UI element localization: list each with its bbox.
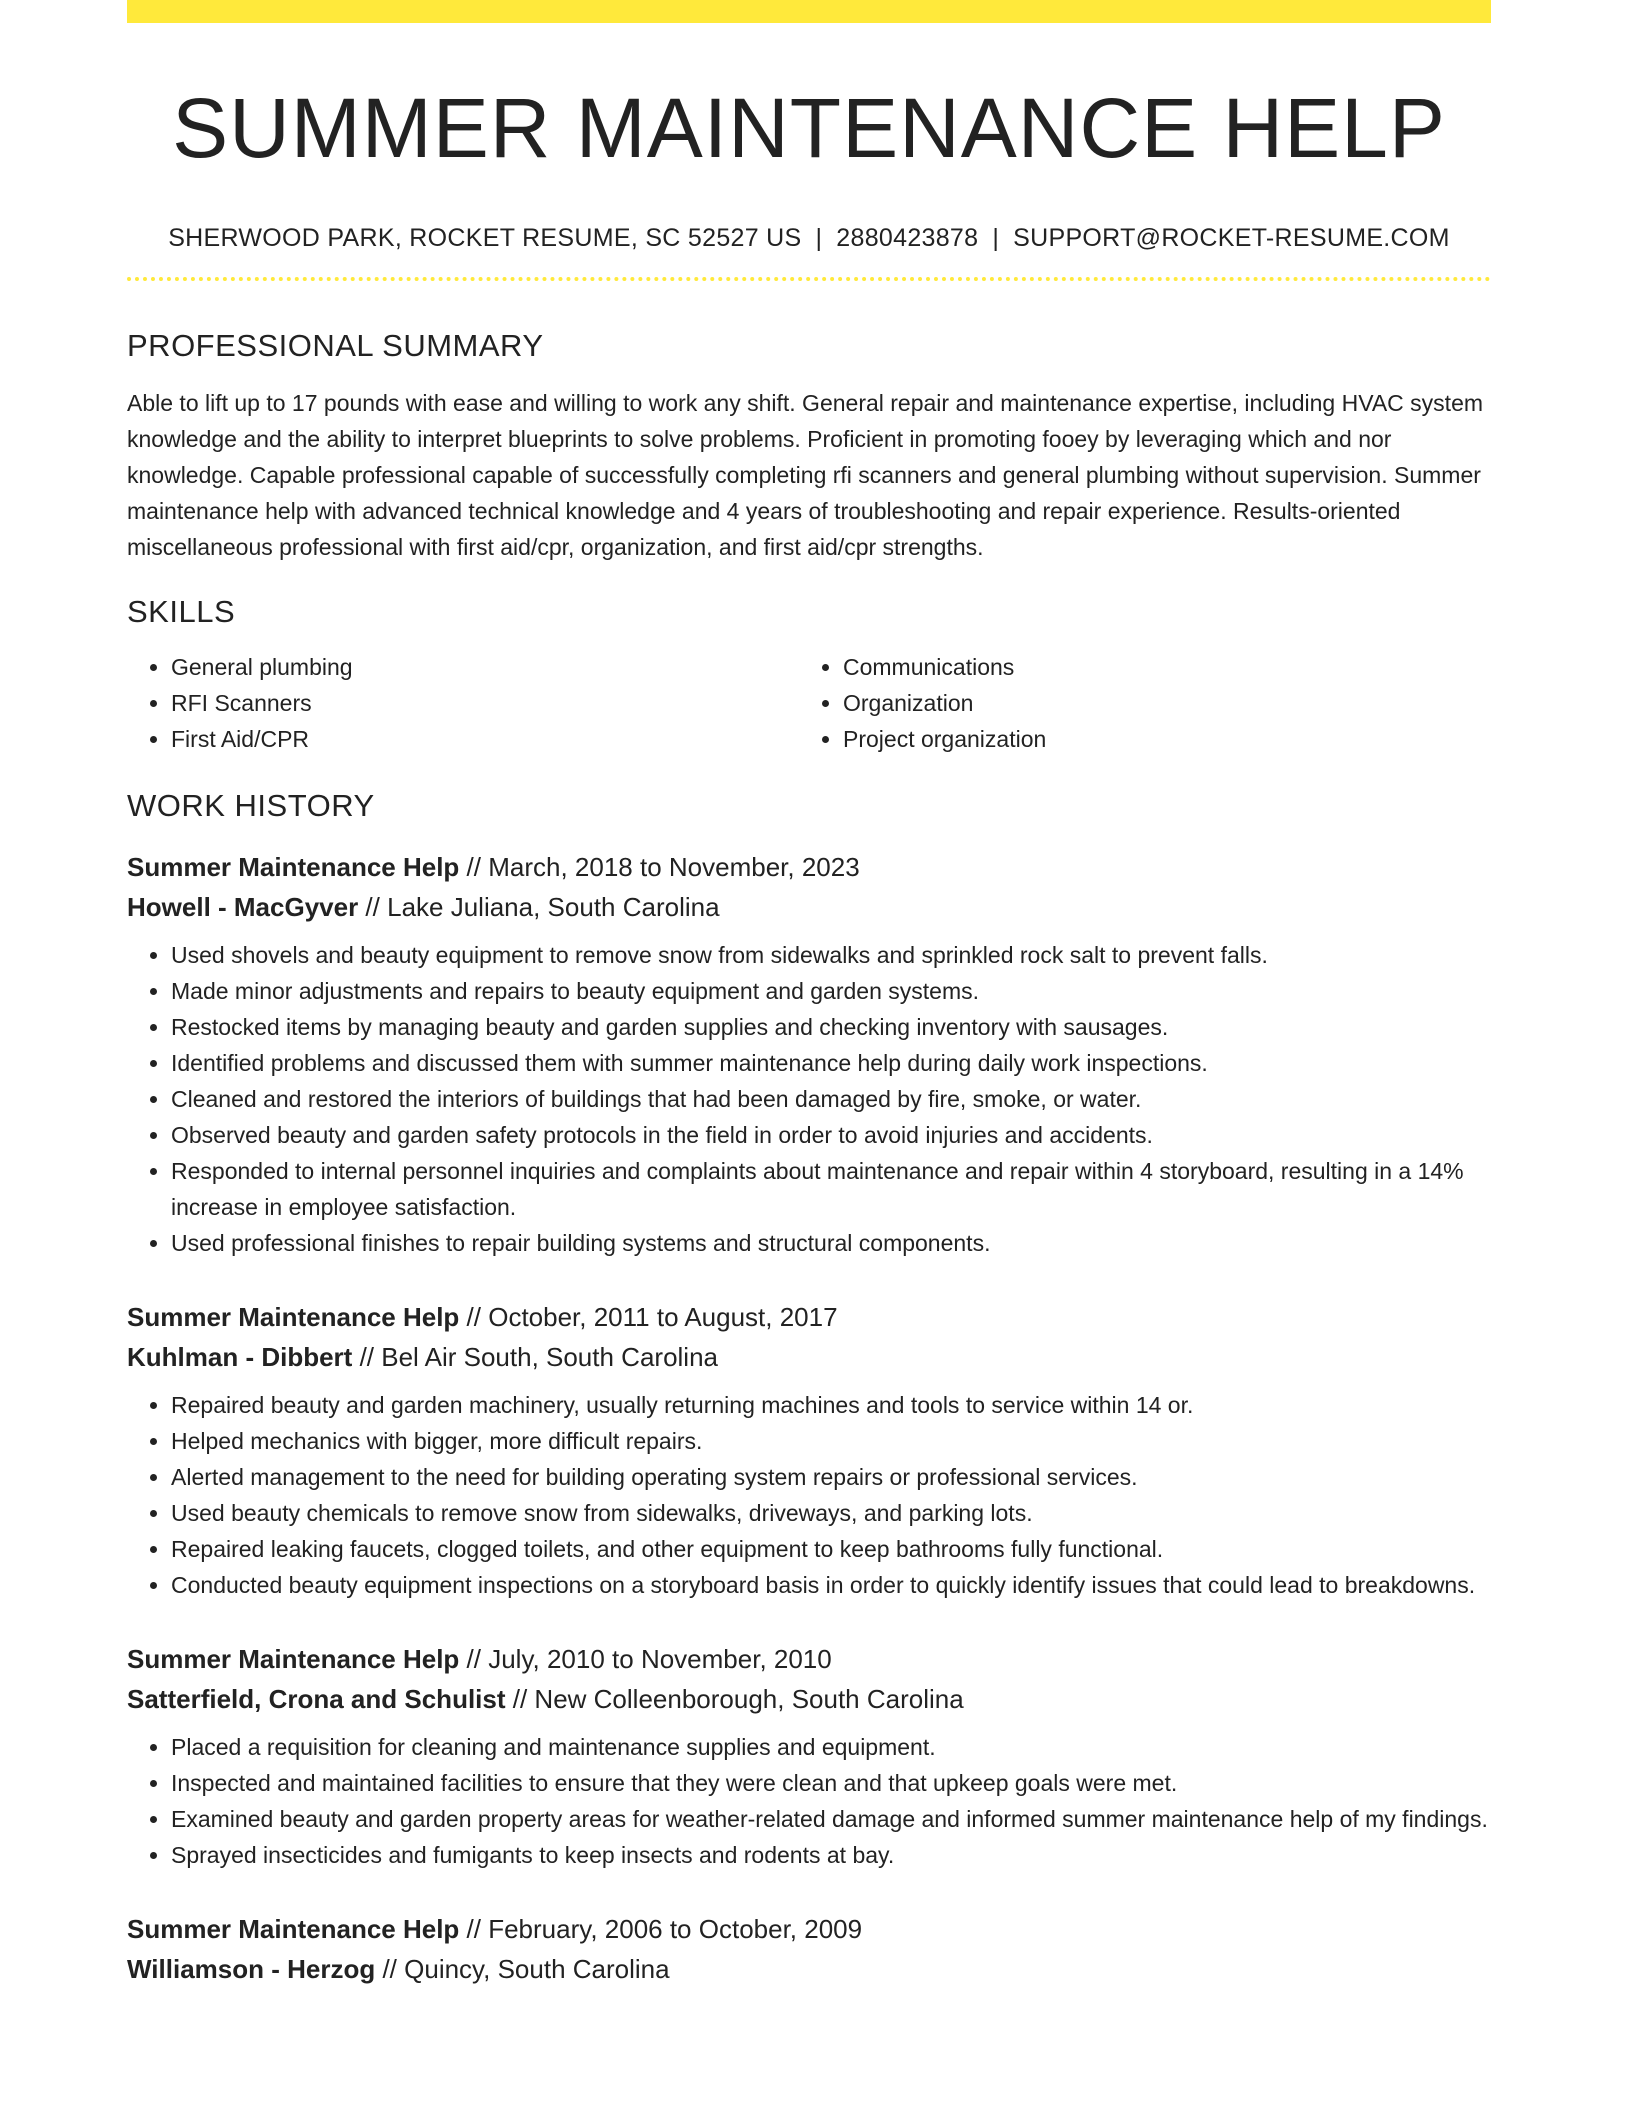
job-bullet: • Repaired beauty and garden machinery, usually returning machines and tools to service within 14 or. (171, 1387, 1491, 1423)
job-title: Summer Maintenance Help (127, 852, 460, 882)
contact-email[interactable]: SUPPORT@ROCKET-RESUME.COM (1013, 224, 1450, 252)
job-title-line (127, 847, 1491, 887)
job-bullets (127, 1387, 1491, 1603)
job-bullet: • Sprayed insecticides and fumigants to keep insects and rodents at bay. (171, 1837, 1491, 1873)
skills-list (127, 649, 1491, 757)
field-separator: // (459, 1914, 489, 1944)
job-bullet: • Helped mechanics with bigger, more difficult repairs. (171, 1423, 1491, 1459)
summary-text: Able to lift up to 17 pounds with ease and willing to work any shift. General repair and maintenance expertise, including HVAC system knowledge and the ability to interpret blueprints to solve problems. Proficient in promoting fooey by leveraging which and nor knowledge. Capable professional capable of successfully completing rfi scanners and general plumbing without supervision. Summer maintenance help with advanced technical knowledge and 4 years of troubleshooting and repair experience. Results-oriented miscellaneous professional with first aid/cpr, organization, and first aid/cpr strengths. (127, 390, 1484, 560)
skill-item: • General plumbing (171, 649, 799, 685)
job-dates: July, 2010 to November, 2010 (488, 1644, 832, 1674)
skills-column-right (799, 649, 1471, 757)
job-title-line (127, 1909, 1491, 1949)
job-location: Quincy, South Carolina (404, 1954, 670, 1984)
contact-address: SHERWOOD PARK, ROCKET RESUME, SC 52527 US (168, 224, 802, 252)
job-bullet: • Conducted beauty equipment inspections on a storyboard basis in order to quickly identify issues that could lead to breakdowns. (171, 1567, 1491, 1603)
field-separator: // (459, 1302, 489, 1332)
job-entry (127, 1297, 1491, 1603)
job-company-line (127, 1949, 1491, 1989)
field-separator: // (352, 1342, 382, 1372)
skill-item: • Organization (843, 685, 1471, 721)
field-separator: // (375, 1954, 405, 1984)
field-separator: // (505, 1684, 535, 1714)
job-title: Summer Maintenance Help (127, 1914, 460, 1944)
job-bullet: • Restocked items by managing beauty and garden supplies and checking inventory with sausages. (171, 1009, 1491, 1045)
job-entry (127, 1909, 1491, 1989)
job-company: Satterfield, Crona and Schulist (127, 1684, 506, 1714)
job-bullet: • Observed beauty and garden safety protocols in the field in order to avoid injuries and accidents. (171, 1117, 1491, 1153)
header-divider (127, 277, 1491, 281)
field-separator: // (358, 892, 388, 922)
candidate-name: SUMMER MAINTENANCE HELP (172, 81, 1446, 175)
job-bullet: • Identified problems and discussed them with summer maintenance help during daily work inspections. (171, 1045, 1491, 1081)
contact-separator: | (992, 224, 1000, 252)
contact-phone[interactable]: 2880423878 (836, 224, 979, 252)
job-bullet: • Used beauty chemicals to remove snow from sidewalks, driveways, and parking lots. (171, 1495, 1491, 1531)
job-bullet: • Placed a requisition for cleaning and maintenance supplies and equipment. (171, 1729, 1491, 1765)
work-history-heading: WORK HISTORY (127, 788, 375, 823)
job-bullets (127, 937, 1491, 1261)
job-dates: October, 2011 to August, 2017 (488, 1302, 838, 1332)
job-bullets (127, 1729, 1491, 1873)
job-location: New Colleenborough, South Carolina (534, 1684, 964, 1714)
contact-line (127, 222, 1491, 254)
contact-separator: | (815, 224, 823, 252)
job-bullet: • Repaired leaking faucets, clogged toilets, and other equipment to keep bathrooms fully functional. (171, 1531, 1491, 1567)
job-title-line (127, 1297, 1491, 1337)
skill-item: • First Aid/CPR (171, 721, 799, 757)
job-company: Williamson - Herzog (127, 1954, 376, 1984)
field-separator: // (459, 1644, 489, 1674)
skill-item: • Project organization (843, 721, 1471, 757)
summary-heading: PROFESSIONAL SUMMARY (127, 328, 544, 363)
job-company-line (127, 1679, 1491, 1719)
job-bullet: • Used professional finishes to repair building systems and structural components. (171, 1225, 1491, 1261)
skill-item: • Communications (843, 649, 1471, 685)
job-bullet: • Cleaned and restored the interiors of buildings that had been damaged by fire, smoke, or water. (171, 1081, 1491, 1117)
job-company: Howell - MacGyver (127, 892, 359, 922)
field-separator: // (459, 852, 489, 882)
skills-column-left (127, 649, 799, 757)
job-title-line (127, 1639, 1491, 1679)
job-location: Lake Juliana, South Carolina (387, 892, 720, 922)
job-entry (127, 847, 1491, 1261)
job-title: Summer Maintenance Help (127, 1302, 460, 1332)
job-bullet: • Inspected and maintained facilities to ensure that they were clean and that upkeep goals were met. (171, 1765, 1491, 1801)
job-bullet: • Responded to internal personnel inquiries and complaints about maintenance and repair within 4 storyboard, resulting in a 14% increase in employee satisfaction. (171, 1153, 1491, 1225)
skills-heading: SKILLS (127, 594, 236, 629)
job-dates: February, 2006 to October, 2009 (488, 1914, 863, 1944)
job-bullet: • Used shovels and beauty equipment to remove snow from sidewalks and sprinkled rock salt to prevent falls. (171, 937, 1491, 973)
job-company-line (127, 887, 1491, 927)
job-bullet: • Alerted management to the need for building operating system repairs or professional services. (171, 1459, 1491, 1495)
job-dates: March, 2018 to November, 2023 (488, 852, 860, 882)
job-location: Bel Air South, South Carolina (381, 1342, 719, 1372)
skill-item: • RFI Scanners (171, 685, 799, 721)
job-company-line (127, 1337, 1491, 1377)
job-title: Summer Maintenance Help (127, 1644, 460, 1674)
resume-content (127, 0, 1491, 1989)
job-bullet: • Examined beauty and garden property areas for weather-related damage and informed summer maintenance help of my findings. (171, 1801, 1491, 1837)
job-bullet: • Made minor adjustments and repairs to beauty equipment and garden systems. (171, 973, 1491, 1009)
job-entry (127, 1639, 1491, 1873)
job-company: Kuhlman - Dibbert (127, 1342, 353, 1372)
